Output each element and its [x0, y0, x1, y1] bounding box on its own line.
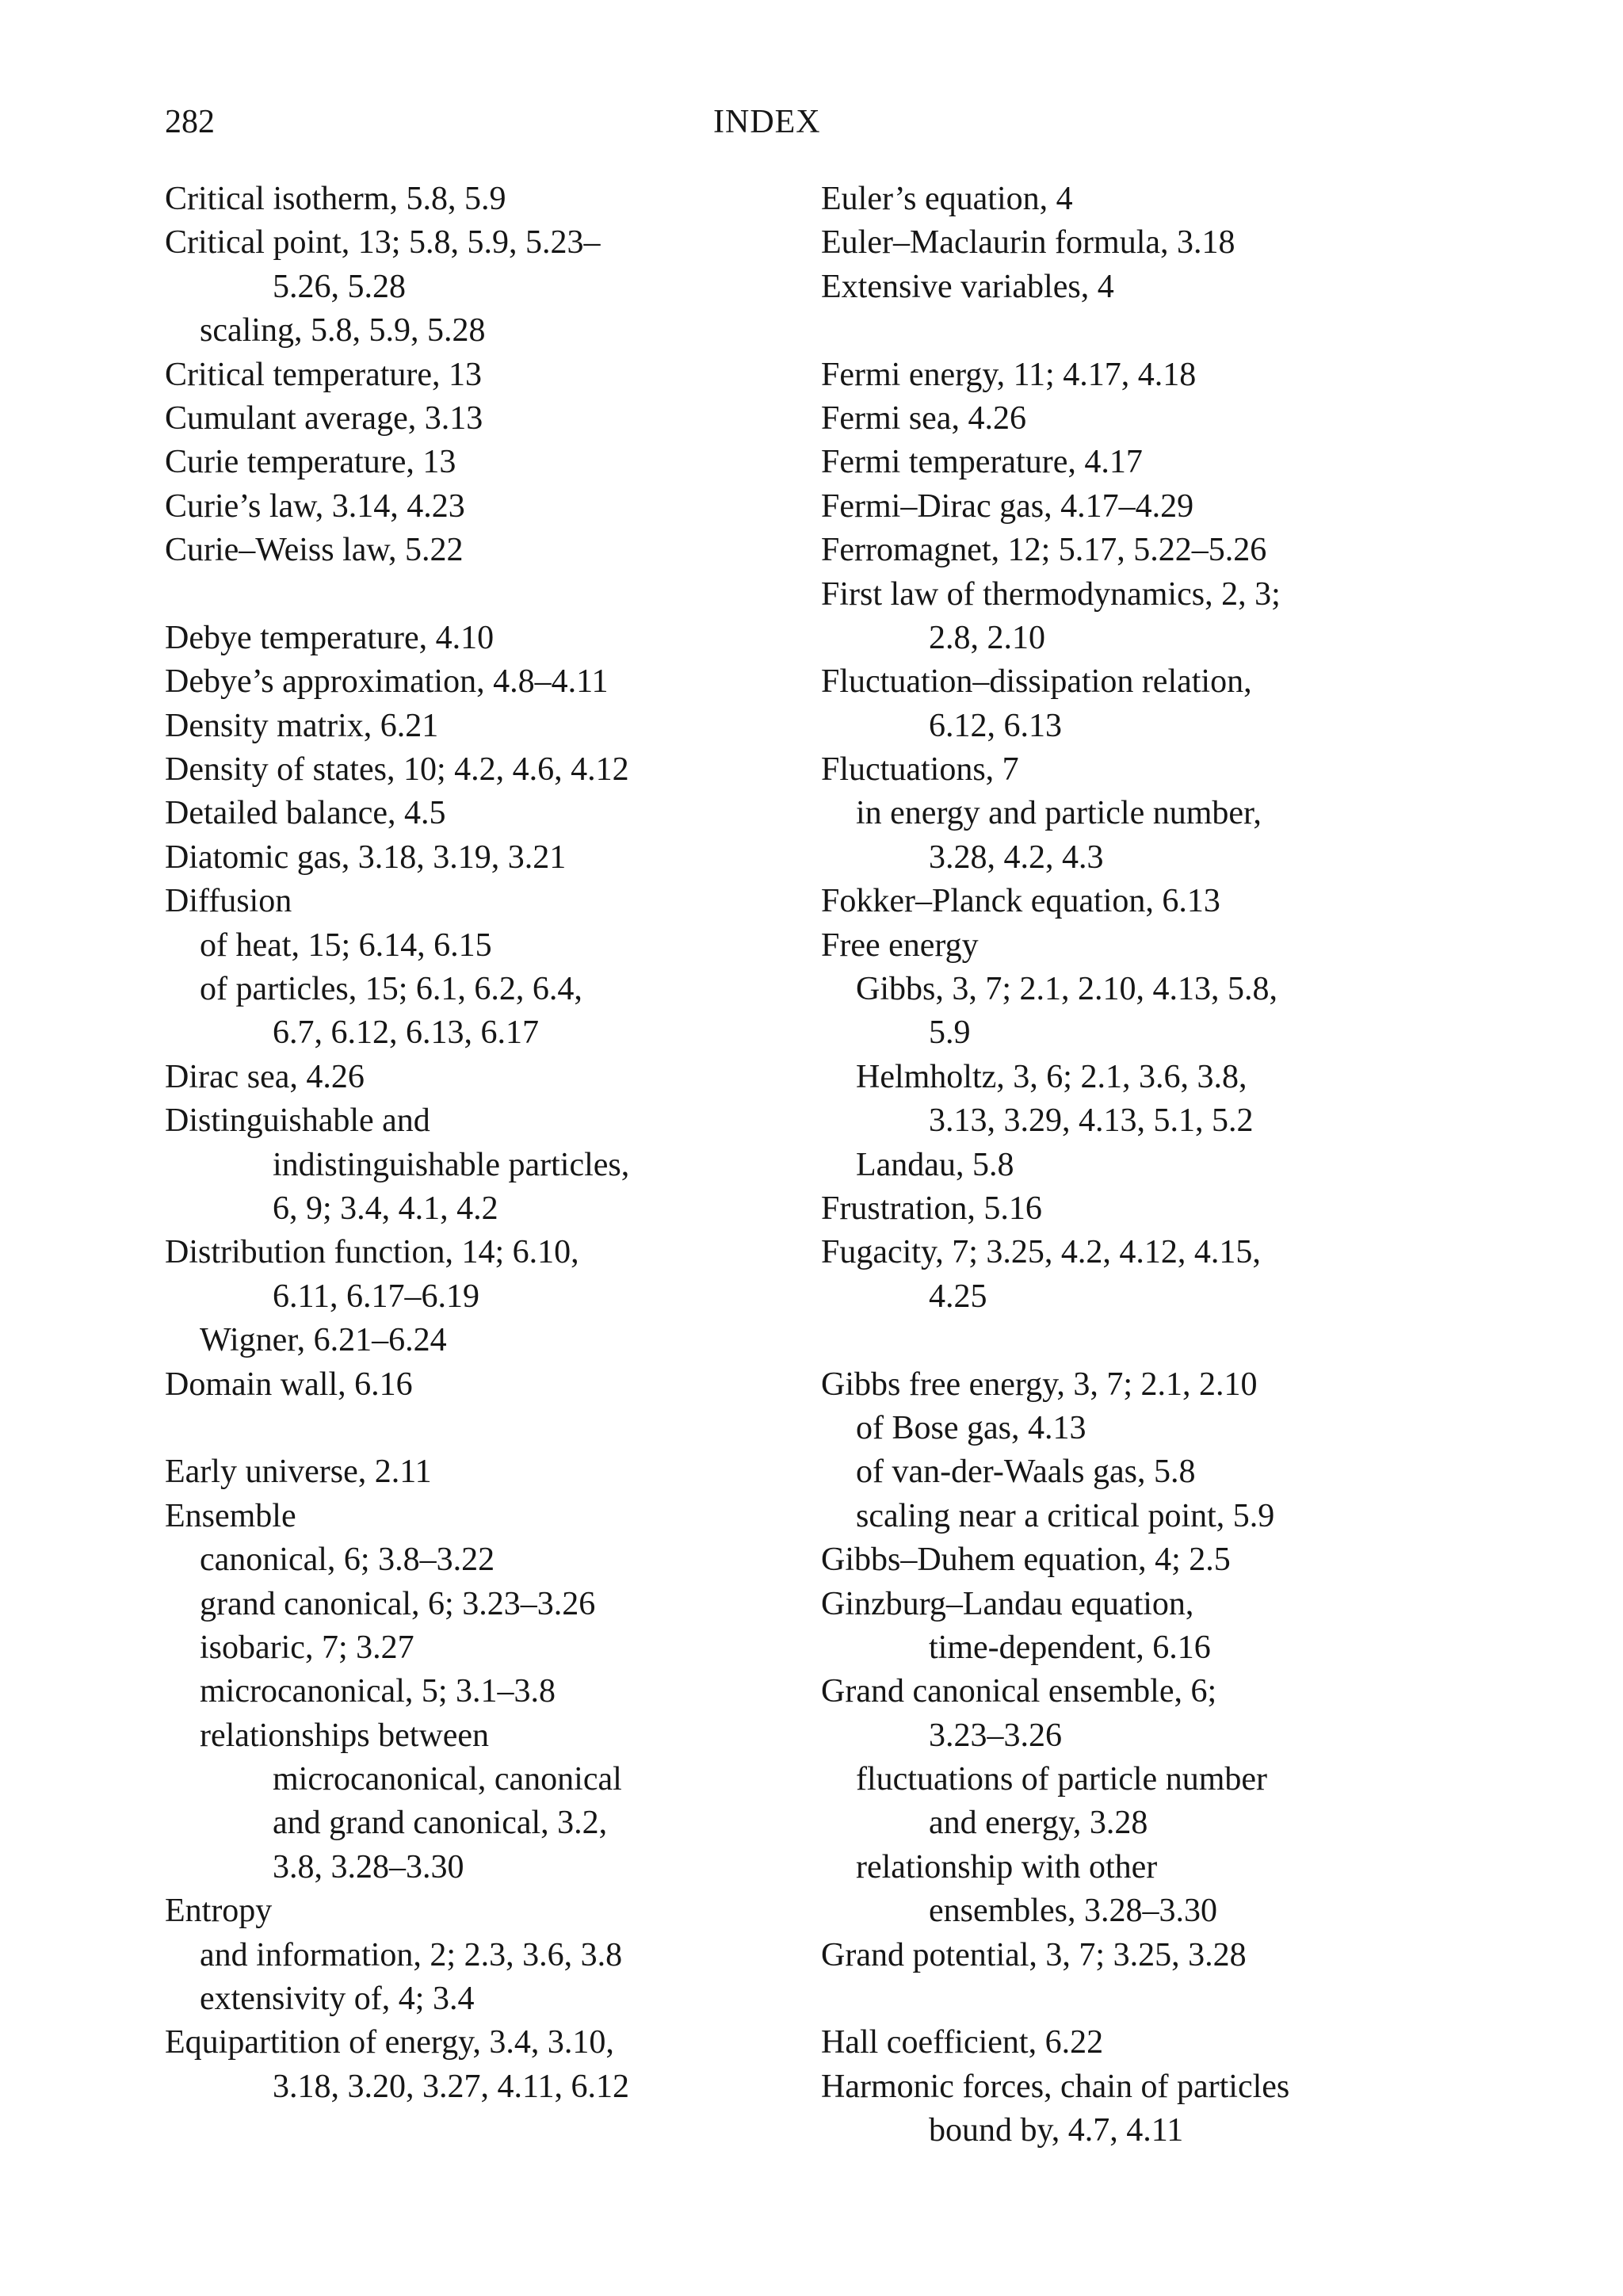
index-subentry: scaling near a critical point, 5.9 [856, 1497, 1275, 1534]
index-subentry: extensivity of, 4; 3.4 [200, 1981, 475, 2018]
index-entry: Cumulant average, 3.13 [165, 399, 483, 437]
index-subentry: in energy and particle number, [856, 795, 1262, 832]
index-subentry: of Bose gas, 4.13 [856, 1409, 1086, 1446]
index-entry: Fluctuations, 7 [821, 751, 1019, 789]
index-continuation: ensembles, 3.28–3.30 [929, 1893, 1217, 1930]
index-continuation: 3.23–3.26 [929, 1717, 1062, 1754]
index-continuation: 6.7, 6.12, 6.13, 6.17 [273, 1014, 539, 1052]
index-entry: Fokker–Planck equation, 6.13 [821, 883, 1220, 920]
index-entry: Fermi sea, 4.26 [821, 399, 1026, 437]
index-subentry: relationship with other [856, 1848, 1158, 1885]
index-entry: Debye temperature, 4.10 [165, 619, 495, 656]
index-subentry: Wigner, 6.21–6.24 [200, 1322, 447, 1359]
index-entry: Gibbs–Duhem equation, 4; 2.5 [821, 1541, 1231, 1579]
index-entry: Euler’s equation, 4 [821, 181, 1073, 217]
index-entry: Curie’s law, 3.14, 4.23 [165, 487, 465, 525]
index-entry: Ferromagnet, 12; 5.17, 5.22–5.26 [821, 532, 1267, 569]
index-continuation: and grand canonical, 3.2, [273, 1805, 608, 1842]
index-entry: Distinguishable and [165, 1102, 430, 1140]
index-entry: Distribution function, 14; 6.10, [165, 1234, 579, 1271]
index-continuation: 3.18, 3.20, 3.27, 4.11, 6.12 [273, 2068, 629, 2105]
page-number: 282 [165, 104, 215, 140]
index-subentry: Landau, 5.8 [856, 1146, 1014, 1183]
index-entry: Domain wall, 6.16 [165, 1366, 413, 1403]
index-subentry: and information, 2; 2.3, 3.6, 3.8 [200, 1936, 623, 1973]
index-section-gap [821, 1977, 1455, 2021]
index-subentry: fluctuations of particle number [856, 1761, 1267, 1798]
index-entry: Grand potential, 3, 7; 3.25, 3.28 [821, 1936, 1247, 1973]
index-entry: Dirac sea, 4.26 [165, 1058, 365, 1095]
index-continuation: 3.28, 4.2, 4.3 [929, 839, 1104, 876]
running-head: INDEX [713, 104, 821, 140]
index-entry: Gibbs free energy, 3, 7; 2.1, 2.10 [821, 1366, 1258, 1403]
index-continuation: 5.26, 5.28 [273, 268, 406, 305]
index-entry: Harmonic forces, chain of particles [821, 2068, 1290, 2105]
index-continuation: 3.13, 3.29, 4.13, 5.1, 5.2 [929, 1102, 1254, 1140]
index-subentry: Gibbs, 3, 7; 2.1, 2.10, 4.13, 5.8, [856, 971, 1278, 1008]
index-subentry: of van-der-Waals gas, 5.8 [856, 1454, 1196, 1491]
index-entry: Curie temperature, 13 [165, 444, 456, 481]
index-section-gap [821, 1319, 1455, 1362]
index-subentry: Helmholtz, 3, 6; 2.1, 3.6, 3.8, [856, 1058, 1247, 1095]
index-entry: Fermi–Dirac gas, 4.17–4.29 [821, 487, 1194, 525]
index-continuation: 2.8, 2.10 [929, 619, 1045, 656]
index-subentry: of particles, 15; 6.1, 6.2, 6.4, [200, 971, 582, 1008]
index-subentry: of heat, 15; 6.14, 6.15 [200, 926, 492, 964]
index-entry: Grand canonical ensemble, 6; [821, 1673, 1217, 1710]
index-entry: Extensive variables, 4 [821, 268, 1114, 305]
index-entry: Equipartition of energy, 3.4, 3.10, [165, 2024, 614, 2061]
index-entry: Fugacity, 7; 3.25, 4.2, 4.12, 4.15, [821, 1234, 1261, 1271]
index-section-gap [821, 309, 1455, 353]
index-entry: Critical point, 13; 5.8, 5.9, 5.23– [165, 224, 601, 262]
index-continuation: 6.11, 6.17–6.19 [273, 1278, 479, 1315]
index-continuation: 3.8, 3.28–3.30 [273, 1848, 464, 1885]
index-subentry: canonical, 6; 3.8–3.22 [200, 1541, 495, 1579]
index-entry: Frustration, 5.16 [821, 1190, 1042, 1227]
index-subentry: grand canonical, 6; 3.23–3.26 [200, 1585, 596, 1622]
index-subentry: microcanonical, 5; 3.1–3.8 [200, 1673, 556, 1710]
index-entry: Diffusion [165, 883, 292, 920]
index-entry: Hall coefficient, 6.22 [821, 2024, 1104, 2061]
index-entry: Critical temperature, 13 [165, 356, 483, 393]
index-continuation: bound by, 4.7, 4.11 [929, 2112, 1184, 2149]
index-entry: Fluctuation–dissipation relation, [821, 663, 1252, 701]
index-subentry: scaling, 5.8, 5.9, 5.28 [200, 312, 486, 350]
index-entry: Curie–Weiss law, 5.22 [165, 532, 464, 569]
index-column-right [821, 178, 1455, 2153]
index-entry: Fermi energy, 11; 4.17, 4.18 [821, 356, 1197, 393]
index-column-left [165, 178, 799, 2109]
index-entry: Fermi temperature, 4.17 [821, 444, 1143, 481]
index-continuation: 6, 9; 3.4, 4.1, 4.2 [273, 1190, 498, 1227]
index-continuation: 6.12, 6.13 [929, 707, 1062, 744]
index-continuation: time-dependent, 6.16 [929, 1629, 1211, 1666]
index-entry: Critical isotherm, 5.8, 5.9 [165, 181, 506, 217]
index-continuation: and energy, 3.28 [929, 1805, 1148, 1842]
index-section-gap [165, 1407, 799, 1450]
index-entry: Entropy [165, 1893, 273, 1930]
index-entry: Early universe, 2.11 [165, 1454, 432, 1491]
index-entry: Diatomic gas, 3.18, 3.19, 3.21 [165, 839, 567, 876]
index-entry: Detailed balance, 4.5 [165, 795, 446, 832]
index-continuation: 4.25 [929, 1278, 987, 1315]
index-entry: Free energy [821, 926, 979, 964]
index-continuation: microcanonical, canonical [273, 1761, 622, 1798]
index-section-gap [165, 573, 799, 617]
index-continuation: 5.9 [929, 1014, 971, 1052]
index-entry: Density of states, 10; 4.2, 4.6, 4.12 [165, 751, 629, 789]
index-continuation: indistinguishable particles, [273, 1146, 630, 1183]
index-entry: Ginzburg–Landau equation, [821, 1585, 1194, 1622]
index-entry: Debye’s approximation, 4.8–4.11 [165, 663, 609, 701]
index-subentry: isobaric, 7; 3.27 [200, 1629, 414, 1666]
index-entry: Density matrix, 6.21 [165, 707, 439, 744]
index-entry: Euler–Maclaurin formula, 3.18 [821, 224, 1235, 262]
index-subentry: relationships between [200, 1717, 490, 1754]
index-entry: Ensemble [165, 1497, 296, 1534]
index-entry: First law of thermodynamics, 2, 3; [821, 575, 1281, 613]
